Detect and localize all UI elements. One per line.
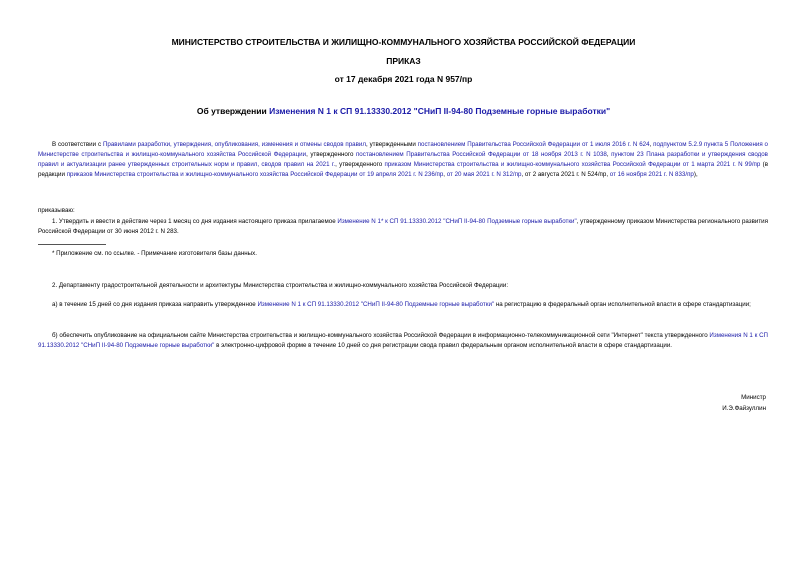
preamble-text: , xyxy=(606,151,612,158)
item-2b-paragraph xyxy=(38,331,768,351)
orders-word: приказываю: xyxy=(38,207,75,214)
preamble-text: , xyxy=(649,141,654,148)
preamble-text: , утвержденного xyxy=(306,151,356,158)
order-99-link[interactable]: приказом Министерства строительства и жилищно-коммунального хозяйства Российской Федерации от 1 марта 2021 г. N 99/пр xyxy=(384,161,761,168)
change-1-link[interactable]: Изменение N 1* к СП 91.13330.2012 "СНиП II-94-80 Подземные горные выработки" xyxy=(337,218,577,225)
regulation-subclause-link[interactable]: подпунктом 5.2.9 пункта 5 Положения о Министерстве строительства и жилищно-коммунального хозяйства Российской Федерации xyxy=(38,141,768,158)
item-2b-text: в электронно-цифровой форме в течение 10 дней со дня регистрации свода правил федеральным органом исполнительной власти в сфере стандартизации. xyxy=(214,342,673,349)
item-1-text: , утвержденному приказом Министерства регионального развития Российской Федерации от 30 июня 2012 г. N 283. xyxy=(38,218,768,235)
date-number-heading: от 17 декабря 2021 года N 957/пр xyxy=(334,74,473,84)
item-2-paragraph: 2. Департаменту градостроительной деятельности и архитектуры Министерства строительства и жилищно-коммунального хозяйства Российской Федерации: xyxy=(52,282,509,289)
change-1-link[interactable]: Изменения N 1 к СП 91.13330.2012 "СНиП II-94-80 Подземные горные выработки" xyxy=(38,332,768,349)
order-833-link[interactable]: от 16 ноября 2021 г. N 833/пр xyxy=(609,171,694,178)
item-2a-text: на регистрацию в федеральный орган исполнительной власти в сфере стандартизации; xyxy=(494,301,751,308)
signature-position: Министр xyxy=(741,394,766,401)
doc-type-heading: ПРИКАЗ xyxy=(386,56,421,66)
order-312-link[interactable]: от 20 мая 2021 г. N 312/пр xyxy=(446,171,522,178)
preamble-text: (в редакции xyxy=(38,161,768,178)
signature-name: И.Э.Файзуллин xyxy=(722,405,766,412)
document-title xyxy=(0,106,807,116)
preamble-text: , утвержденного xyxy=(335,161,385,168)
title-prefix: Об утверждении xyxy=(196,106,270,116)
preamble-text: , от 2 августа 2021 г. N 524/пр, xyxy=(521,171,610,178)
item-2a-paragraph xyxy=(38,300,768,310)
item-2b-text: б) обеспечить опубликование на официальном сайте Министерства строительства и жилищно-коммунального хозяйства Российской Федерации в информационно-телекоммуникационной сети "Интернет" текста утвержденного xyxy=(52,332,710,339)
title-link[interactable]: Изменения N 1 к СП 91.13330.2012 "СНиП II-94-80 Подземные горные выработки" xyxy=(269,106,611,116)
change-1-link[interactable]: Изменение N 1 к СП 91.13330.2012 "СНиП II-94-80 Подземные горные выработки" xyxy=(257,301,495,308)
preamble-paragraph xyxy=(38,140,768,180)
ministry-heading: МИНИСТЕРСТВО СТРОИТЕЛЬСТВА И ЖИЛИЩНО-КОММУНАЛЬНОГО ХОЗЯЙСТВА РОССИЙСКОЙ ФЕДЕРАЦИИ xyxy=(171,37,636,47)
decree-624-link[interactable]: постановлением Правительства Российской Федерации от 1 июля 2016 г. N 624 xyxy=(417,141,650,148)
footnote-separator xyxy=(38,244,106,245)
rules-link[interactable]: Правилами разработки, утверждения, опубликования, изменения и отмены сводов правил xyxy=(102,141,366,148)
footnote: * Приложение см. по ссылке. - Примечание изготовителя базы данных. xyxy=(52,250,257,257)
decree-1038-link[interactable]: постановлением Правительства Российской Федерации от 18 ноября 2013 г. N 1038 xyxy=(355,151,607,158)
preamble-text: ), xyxy=(693,171,698,178)
preamble-text: , утвержденными xyxy=(365,141,418,148)
plan-clause-link[interactable]: пунктом 23 Плана разработки и утверждения сводов правил и актуализации ранее утвержденных строительных норм и правил, сводов правил на 2021 г. xyxy=(38,151,768,168)
item-1-paragraph xyxy=(38,217,768,237)
preamble-text: В соответствии с xyxy=(52,141,103,148)
item-1-text: 1. Утвердить и ввести в действие через 1 месяц со дня издания настоящего приказа прилагаемое xyxy=(52,218,338,225)
preamble-text: , xyxy=(443,171,447,178)
item-2a-text: а) в течение 15 дней со дня издания приказа направить утвержденное xyxy=(52,301,258,308)
order-236-link[interactable]: приказов Министерства строительства и жилищно-коммунального хозяйства Российской Федерации от 19 апреля 2021 г. N 236/пр xyxy=(66,171,444,178)
